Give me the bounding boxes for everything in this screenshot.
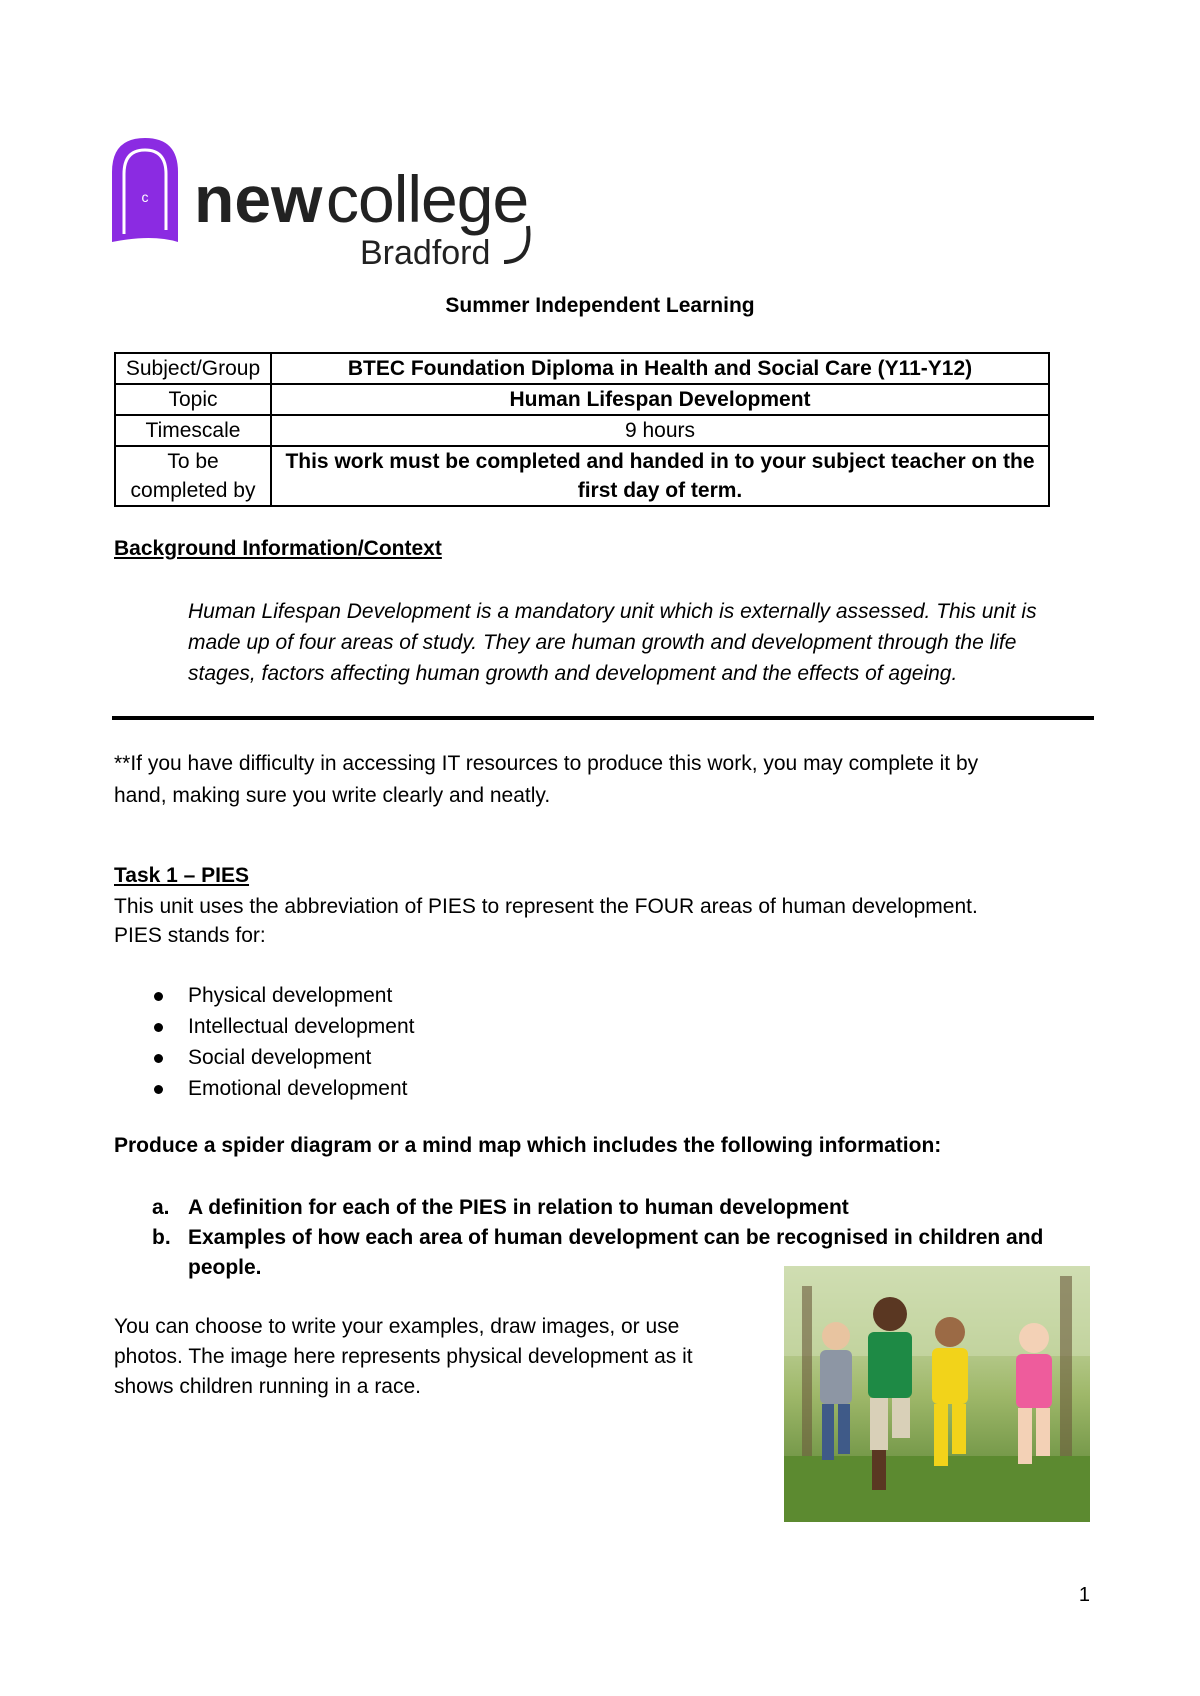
- background-heading: Background Information/Context: [114, 537, 442, 560]
- note-line: hand, making sure you write clearly and neatly.: [114, 784, 551, 807]
- table-row: [115, 384, 1049, 415]
- bullet-icon: [154, 1085, 163, 1094]
- due-label-line2: completed by: [130, 479, 256, 502]
- task1-intro: [114, 892, 1074, 950]
- pies-item-label: Emotional development: [188, 1077, 408, 1100]
- note-line: **If you have difficulty in accessing IT resources to produce this work, you may complete it by: [114, 752, 979, 775]
- examples-note: [114, 1312, 734, 1402]
- item-marker: a.: [152, 1196, 170, 1219]
- list-item: [114, 1193, 1074, 1223]
- svg-text:c: c: [141, 189, 149, 205]
- page-number: 1: [1078, 1584, 1090, 1606]
- due-value-line1: This work must be completed and handed in to your subject teacher on the: [285, 450, 1035, 473]
- context-line: stages, factors affecting human growth and development and the effects of ageing.: [188, 662, 958, 685]
- svg-text:college: college: [326, 162, 529, 236]
- list-item: [150, 1011, 414, 1042]
- context-line: made up of four areas of study. They are human growth and development through the life: [188, 631, 1017, 654]
- bullet-icon: [154, 992, 163, 1001]
- list-item: [150, 1042, 414, 1073]
- task1-instruction: Produce a spider diagram or a mind map which includes the following information:: [114, 1134, 942, 1157]
- due-label-line1: To be: [167, 450, 219, 473]
- pies-item-label: Physical development: [188, 984, 393, 1007]
- topic-label: Topic: [115, 384, 271, 415]
- page-title: Summer Independent Learning: [445, 294, 755, 317]
- task1-heading: Task 1 – PIES: [114, 864, 250, 887]
- background-context: [188, 596, 1088, 689]
- list-item: [150, 1073, 414, 1104]
- table-row: [115, 446, 1049, 506]
- subject-value: BTEC Foundation Diploma in Health and Social Care (Y11-Y12): [271, 353, 1049, 384]
- examples-line: photos. The image here represents physical development as it: [114, 1345, 693, 1368]
- examples-line: You can choose to write your examples, draw images, or use: [114, 1315, 680, 1338]
- due-label: [115, 446, 271, 506]
- table-row: [115, 415, 1049, 446]
- pies-list: [150, 980, 414, 1104]
- item-marker: b.: [152, 1226, 171, 1249]
- svg-text:new: new: [194, 162, 323, 236]
- pies-item-label: Intellectual development: [188, 1015, 415, 1038]
- info-table: [114, 352, 1050, 507]
- due-value: [271, 446, 1049, 506]
- timescale-label: Timescale: [115, 415, 271, 446]
- bullet-icon: [154, 1054, 163, 1063]
- it-access-note: [114, 748, 1074, 812]
- children-running-photo: [784, 1266, 1090, 1522]
- children-running-image-icon: [784, 1266, 1090, 1522]
- item-text: people.: [188, 1256, 262, 1279]
- item-text: A definition for each of the PIES in relation to human development: [188, 1196, 849, 1219]
- timescale-value: 9 hours: [271, 415, 1049, 446]
- newcollege-logo-icon: [112, 138, 572, 278]
- topic-value: Human Lifespan Development: [271, 384, 1049, 415]
- item-text: Examples of how each area of human development can be recognised in children and: [188, 1226, 1044, 1249]
- pies-item-label: Social development: [188, 1046, 372, 1069]
- context-line: Human Lifespan Development is a mandatory unit which is externally assessed. This unit is: [188, 600, 1037, 623]
- examples-line: shows children running in a race.: [114, 1375, 422, 1398]
- intro-line: PIES stands for:: [114, 924, 266, 947]
- subject-label: Subject/Group: [115, 353, 271, 384]
- horizontal-divider: [112, 716, 1094, 720]
- due-value-line2: first day of term.: [577, 479, 743, 502]
- svg-text:Bradford: Bradford: [360, 234, 491, 272]
- intro-line: This unit uses the abbreviation of PIES to represent the FOUR areas of human development.: [114, 895, 978, 918]
- college-logo: [112, 138, 572, 278]
- bullet-icon: [154, 1023, 163, 1032]
- table-row: [115, 353, 1049, 384]
- list-item: [150, 980, 414, 1011]
